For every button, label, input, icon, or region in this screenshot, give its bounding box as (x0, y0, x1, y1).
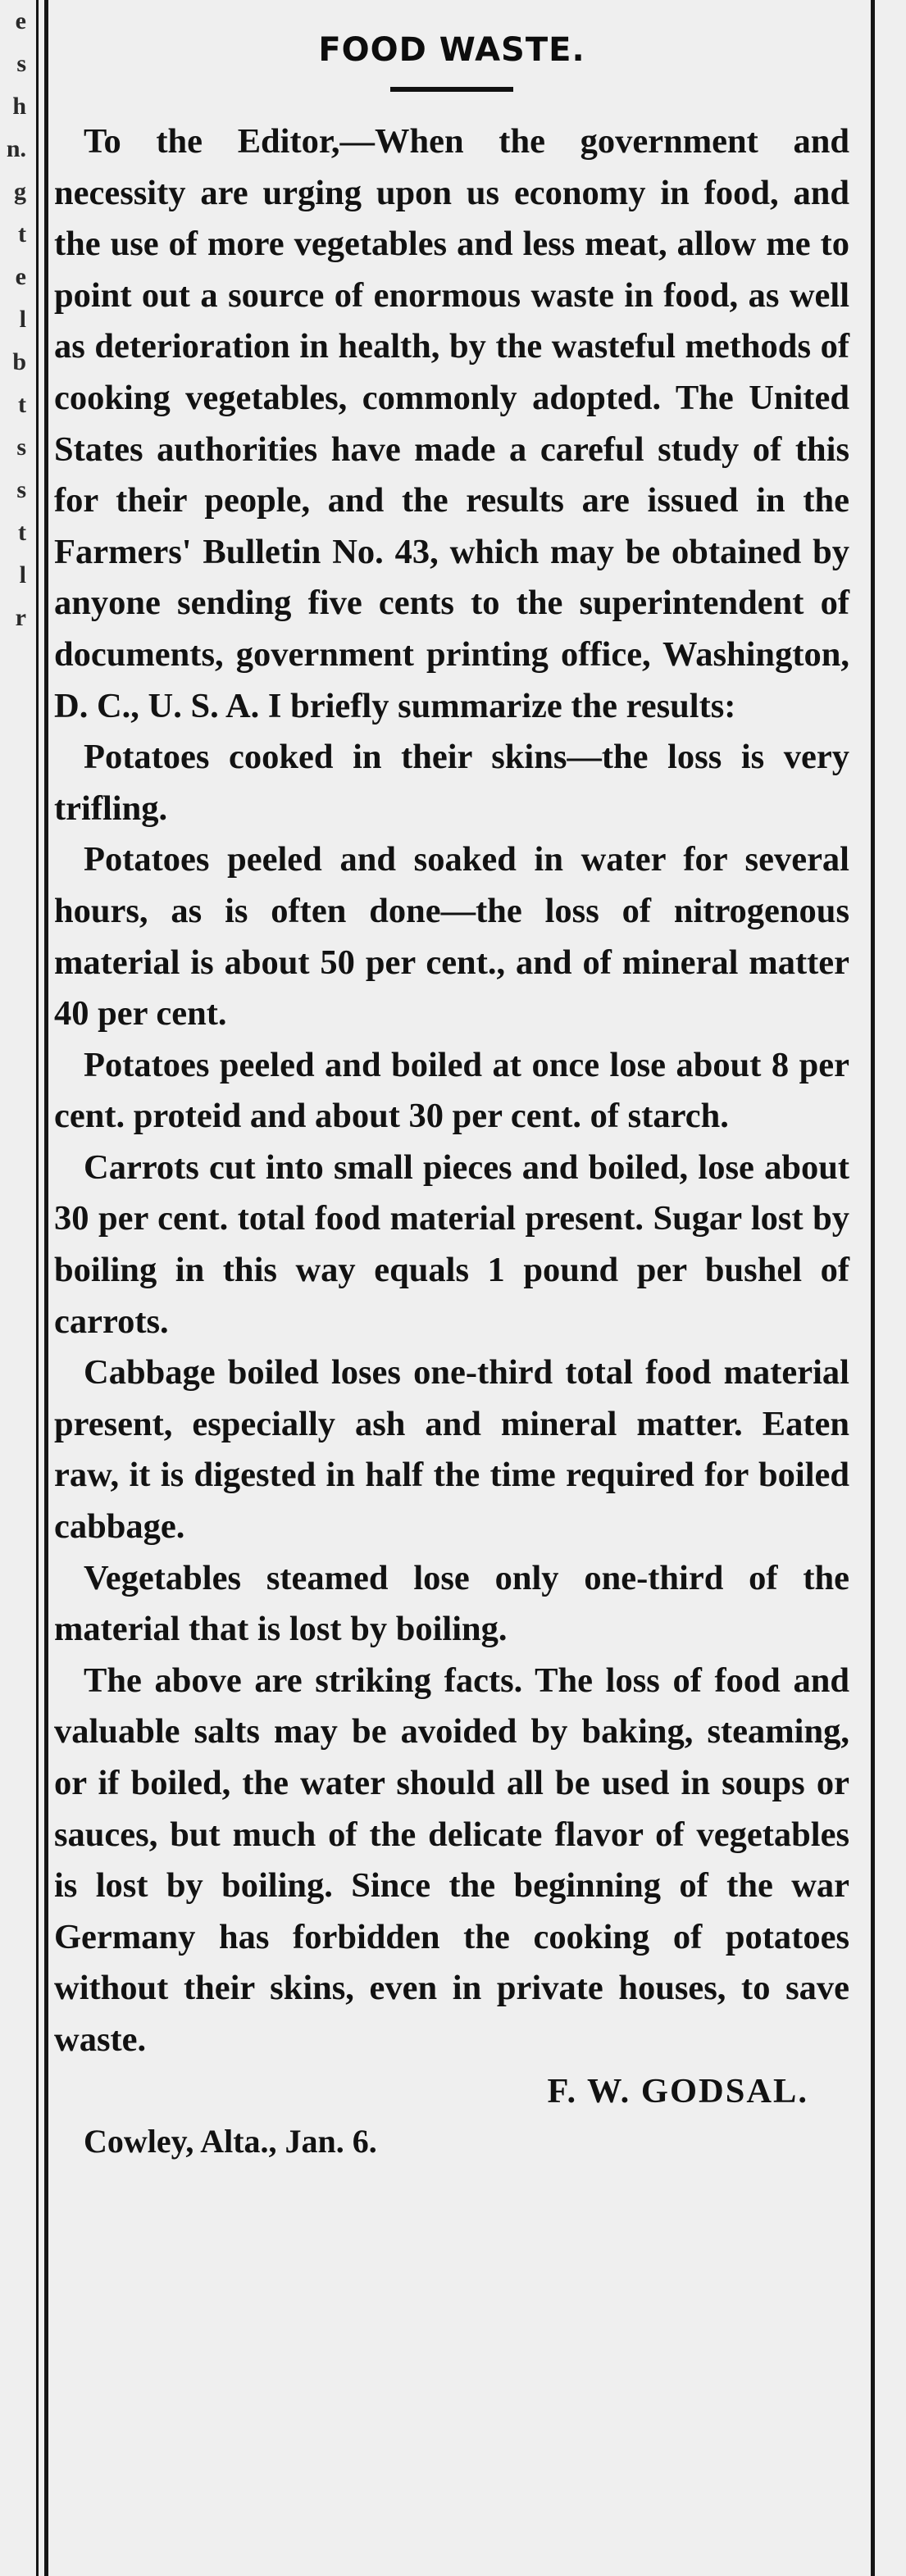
margin-fragment: h (12, 93, 26, 120)
column-rule-left-thick (44, 0, 48, 2576)
article-paragraph: The above are striking facts. The loss of food and valuable salts may be avoided by baking, steaming, or if boiled, the water should all be used in soups or sauces, but much of the delicate flavor of vegetables is lost by boiling. Since the beginning of the war Germany has forbidden the cooking of potatoes without their skins, even in private houses, to save waste. (54, 1661, 849, 2059)
margin-fragment: b (12, 348, 26, 375)
margin-fragment: l (19, 561, 26, 588)
margin-fragment: g (14, 178, 26, 205)
margin-fragment: r (15, 604, 26, 631)
margin-fragment: s (16, 476, 26, 503)
letter-article (54, 25, 849, 2166)
article-headline: FOOD WASTE. (318, 31, 585, 69)
margin-fragment: t (18, 519, 26, 546)
column-rule-right (871, 0, 875, 2576)
margin-fragment: t (18, 220, 26, 248)
margin-fragment: t (18, 391, 26, 418)
article-paragraph: Carrots cut into small pieces and boiled, lose about 30 per cent. total food material present. Sugar lost by boiling in this way equals 1 pound per bushel of carrots. (54, 1147, 849, 1341)
article-paragraph: Potatoes peeled and boiled at once lose about 8 per cent. proteid and about 30 per cent. of starch. (54, 1045, 849, 1136)
headline-divider (390, 87, 513, 92)
margin-fragment: s (16, 50, 26, 77)
article-paragraph: Cabbage boiled loses one-third total food material present, especially ash and mineral matter. Eaten raw, it is digested in half the time required for boiled cabbage. (54, 1353, 849, 1547)
article-paragraph: To the Editor,—When the government and necessity are urging upon us economy in food, and the use of more vegetables and less meat, allow me to point out a source of enormous waste in food, as well as deterioration in health, by the wasteful methods of cooking vegetables, commonly adopted. The United States authorities have made a careful study of this for their people, and the results are issued in the Farmers' Bulletin No. 43, which may be obtained by anyone sending five cents to the superintendent of documents, government printing office, Washington, D. C., U. S. A. I briefly summarize the results: (54, 122, 849, 725)
margin-fragment: e (15, 263, 26, 290)
article-paragraph: Vegetables steamed lose only one-third of the material that is lost by boiling. (54, 1558, 849, 1649)
margin-fragment: l (19, 306, 26, 333)
article-paragraph: Potatoes peeled and soaked in water for several hours, as is often done—the loss of nitrogenous material is about 50 per cent., and of mineral matter 40 per cent. (54, 840, 849, 1034)
author-signature: F. W. GODSAL. (547, 2071, 808, 2110)
column-rule-left-thin (36, 0, 39, 2576)
article-paragraph: Potatoes cooked in their skins—the loss is very trifling. (54, 738, 849, 828)
margin-fragment: e (15, 7, 26, 34)
margin-fragment: s (16, 434, 26, 461)
margin-fragment: n. (6, 135, 26, 162)
article-dateline: Cowley, Alta., Jan. 6. (84, 2123, 377, 2160)
adjacent-column-fragments (0, 0, 26, 1147)
